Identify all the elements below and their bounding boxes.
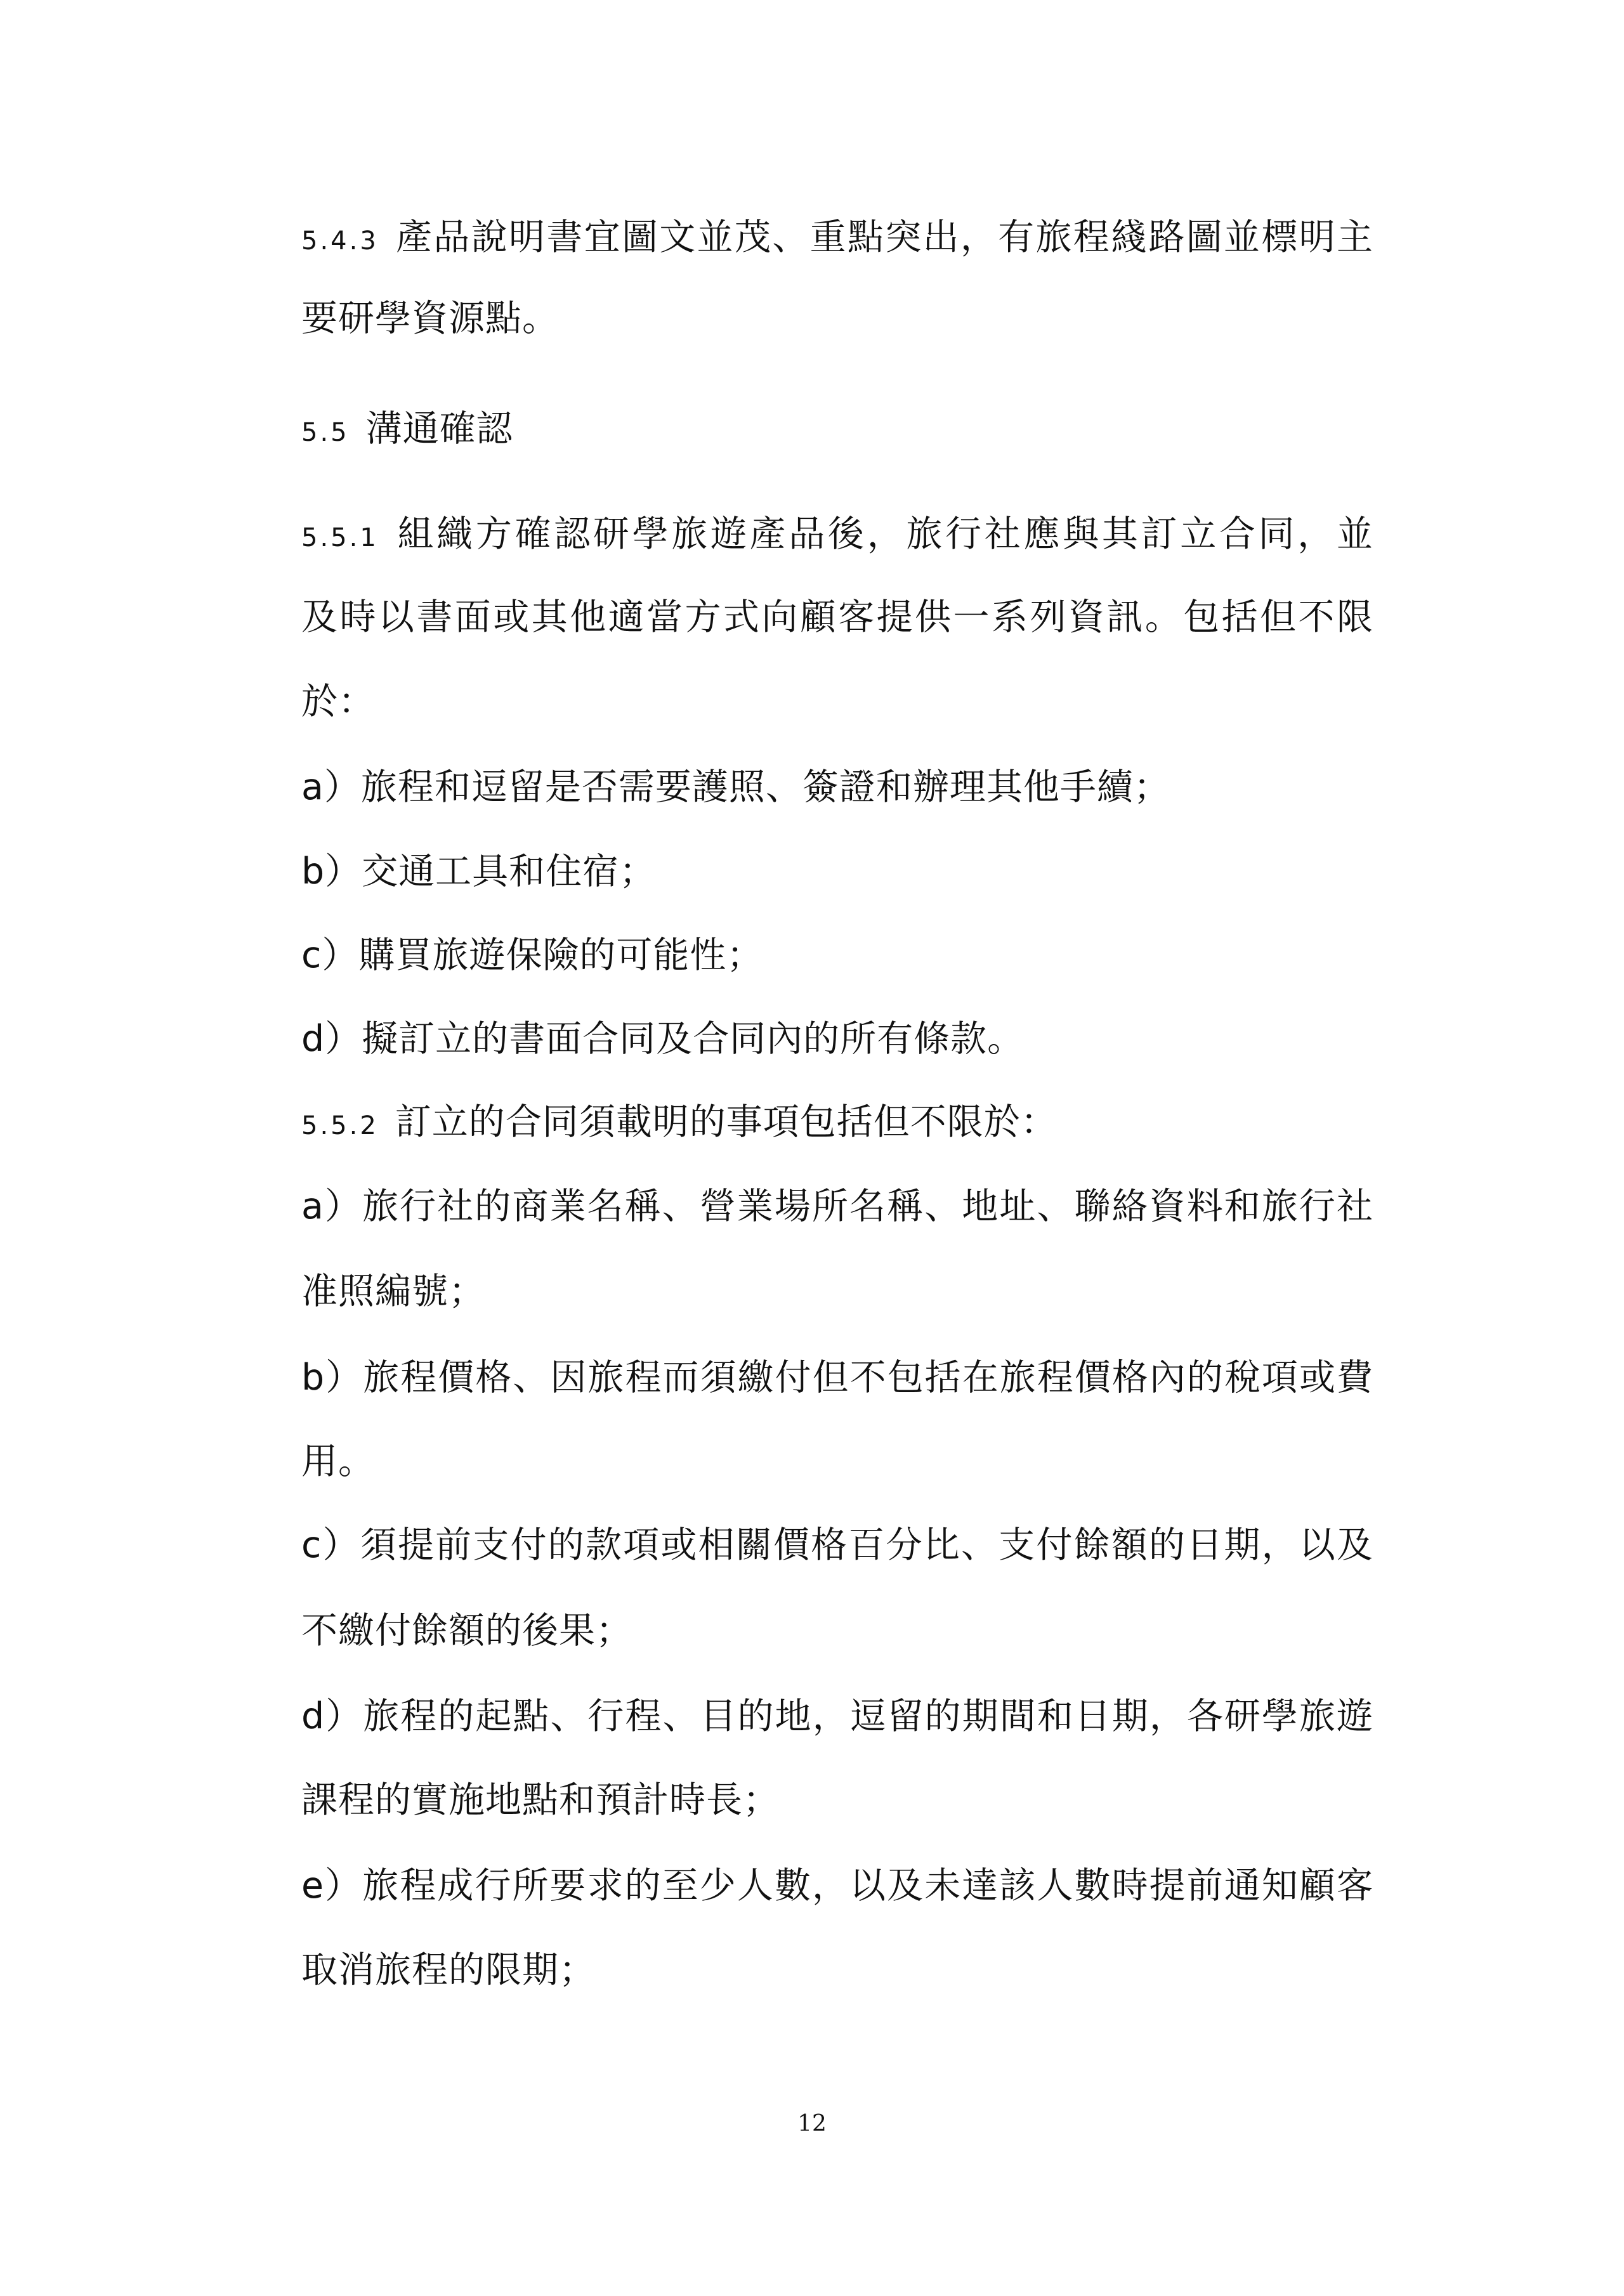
contract-item-c-line-1 [301,1522,1373,1568]
list-item-c [301,932,1373,978]
section-title: 溝通確認 [365,408,513,450]
list-item-text: b）交通工具和住宿； [301,851,657,892]
clause-number: 5.5.2 [301,1111,379,1140]
contract-item-d-line-1 [301,1693,1373,1739]
contract-item-e-line-2 [301,1947,1373,1993]
clause-text: 及時以書面或其他適當方式向顧客提供一系列資訊。包括但不限 [301,596,1373,638]
list-item-text: c）購買旅遊保險的可能性； [301,934,764,976]
list-item-text: d）旅程的起點、行程、目的地，逗留的期間和日期，各研學旅遊 [301,1695,1373,1737]
contract-item-a-line-2 [301,1269,1373,1314]
clause-5-4-3-line-1 [301,214,1373,264]
contract-item-b-line-2 [301,1438,1373,1484]
clause-text: 於： [301,681,375,722]
list-item-text: e）旅程成行所要求的至少人數，以及未達該人數時提前通知顧客 [301,1865,1373,1907]
list-item-text: 用。 [301,1440,375,1482]
list-item-text: c）須提前支付的款項或相關價格百分比、支付餘額的日期，以及 [301,1524,1373,1566]
contract-item-c-line-2 [301,1608,1373,1654]
page-number: 12 [797,2111,827,2137]
list-item-text: 課程的實施地點和預計時長； [301,1779,780,1821]
clause-5-5-1-line-1 [301,511,1373,561]
clause-5-5-2 [301,1099,1373,1149]
list-item-text: a）旅程和逗留是否需要護照、簽證和辦理其他手續； [301,766,1170,808]
clause-5-5-1-line-2 [301,594,1373,640]
section-number: 5.5 [301,418,350,447]
list-item-d [301,1016,1373,1062]
contract-item-d-line-2 [301,1777,1373,1823]
clause-text: 訂立的合同須載明的事項包括但不限於： [395,1101,1058,1143]
clause-number: 5.4.3 [301,226,379,256]
list-item-a [301,764,1373,810]
contract-item-b-line-1 [301,1355,1373,1400]
list-item-b [301,849,1373,894]
list-item-text: 不繳付餘額的後果； [301,1610,632,1652]
contract-item-a-line-1 [301,1184,1373,1229]
contract-item-e-line-1 [301,1863,1373,1908]
list-item-text: a）旅行社的商業名稱、營業場所名稱、地址、聯絡資料和旅行社 [301,1185,1373,1227]
clause-text: 產品說明書宜圖文並茂、重點突出，有旅程綫路圖並標明主 [395,216,1373,258]
list-item-text: 准照編號； [301,1270,485,1312]
clause-number: 5.5.1 [301,523,379,552]
clause-text: 組織方確認研學旅遊產品後，旅行社應與其訂立合同，並 [395,513,1373,555]
clause-5-5-1-line-3 [301,679,1373,724]
list-item-text: 取消旅程的限期； [301,1949,596,1991]
clause-5-4-3-line-2 [301,296,1373,341]
list-item-text: d）擬訂立的書面合同及合同內的所有條款。 [301,1018,1025,1060]
section-5-5-heading [301,406,1373,455]
clause-text: 要研學資源點。 [301,297,559,339]
list-item-text: b）旅程價格、因旅程而須繳付但不包括在旅程價格內的稅項或費 [301,1357,1373,1399]
